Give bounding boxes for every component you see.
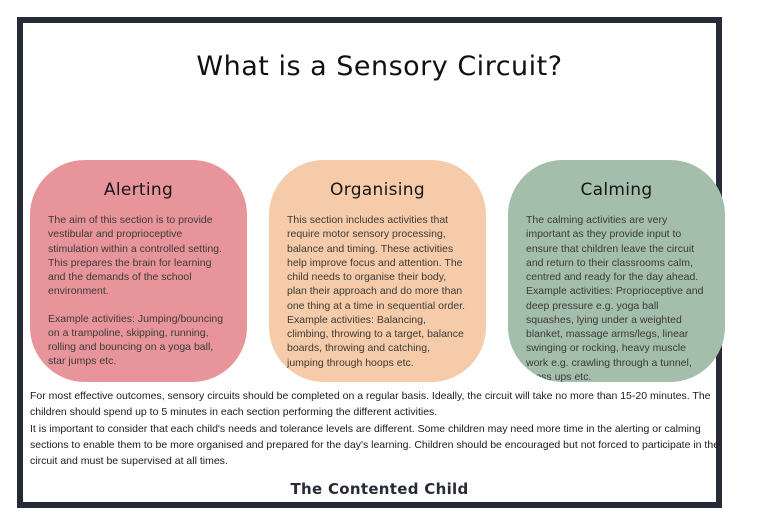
card-alerting-heading: Alerting: [103, 180, 174, 200]
usage-notes: [30, 388, 731, 469]
card-alerting-body: The aim of this section is to provide vestibular and proprioceptive stimulation within a controlled setting. This prepares the brain for learning and the demands of the school environment.: [48, 214, 222, 298]
card-calming-examples: Example activities: Proprioceptive and deep pressure e.g. yoga ball squashes, lying under a weighted blanket, massage arms/legs, linear swinging or rocking, heavy muscle work e.g. crawling through a tunnel, press ups etc.: [526, 285, 704, 382]
usage-notes-para2: It is important to consider that each child's needs and tolerance levels are different. Some children may need more time in the alerting or calming sections to enable them to be more organised and prepared for the day's learning. Children should be encouraged but not forced to participate in the circuit and must be supervised at all times.: [30, 422, 720, 468]
card-organising-examples: Example activities: Balancing, climbing, throwing to a target, balance boards, throwing and catching, jumping through hoops etc.: [287, 313, 464, 369]
page-title: What is a Sensory Circuit?: [196, 51, 563, 83]
card-organising: [269, 160, 486, 382]
section-cards: [30, 160, 725, 382]
footer-brand: The Contented Child: [290, 480, 469, 498]
usage-notes-para1: For most effective outcomes, sensory circuits should be completed on a regular basis. Ideally, the circuit will take no more than 15-20 minutes. The children should spend up to 5 minutes in each section performing the different activities.: [30, 390, 711, 419]
card-calming-heading: Calming: [580, 180, 653, 200]
card-calming: [508, 160, 725, 382]
card-calming-body: The calming activities are very important as they provide input to ensure that children leave the circuit and return to their classrooms calm, centred and ready for the day ahead.: [526, 214, 699, 284]
card-alerting-examples: Example activities: Jumping/bouncing on a trampoline, skipping, running, rolling and bouncing on a yoga ball, star jumps etc.: [48, 312, 224, 368]
card-alerting: [30, 160, 247, 382]
card-organising-heading: Organising: [330, 180, 425, 200]
card-organising-body: This section includes activities that require motor sensory processing, balance and timing. These activities help improve focus and attention. The child needs to organise their body, plan their approach and do more than one thing at a time in sequential order.: [287, 214, 466, 312]
